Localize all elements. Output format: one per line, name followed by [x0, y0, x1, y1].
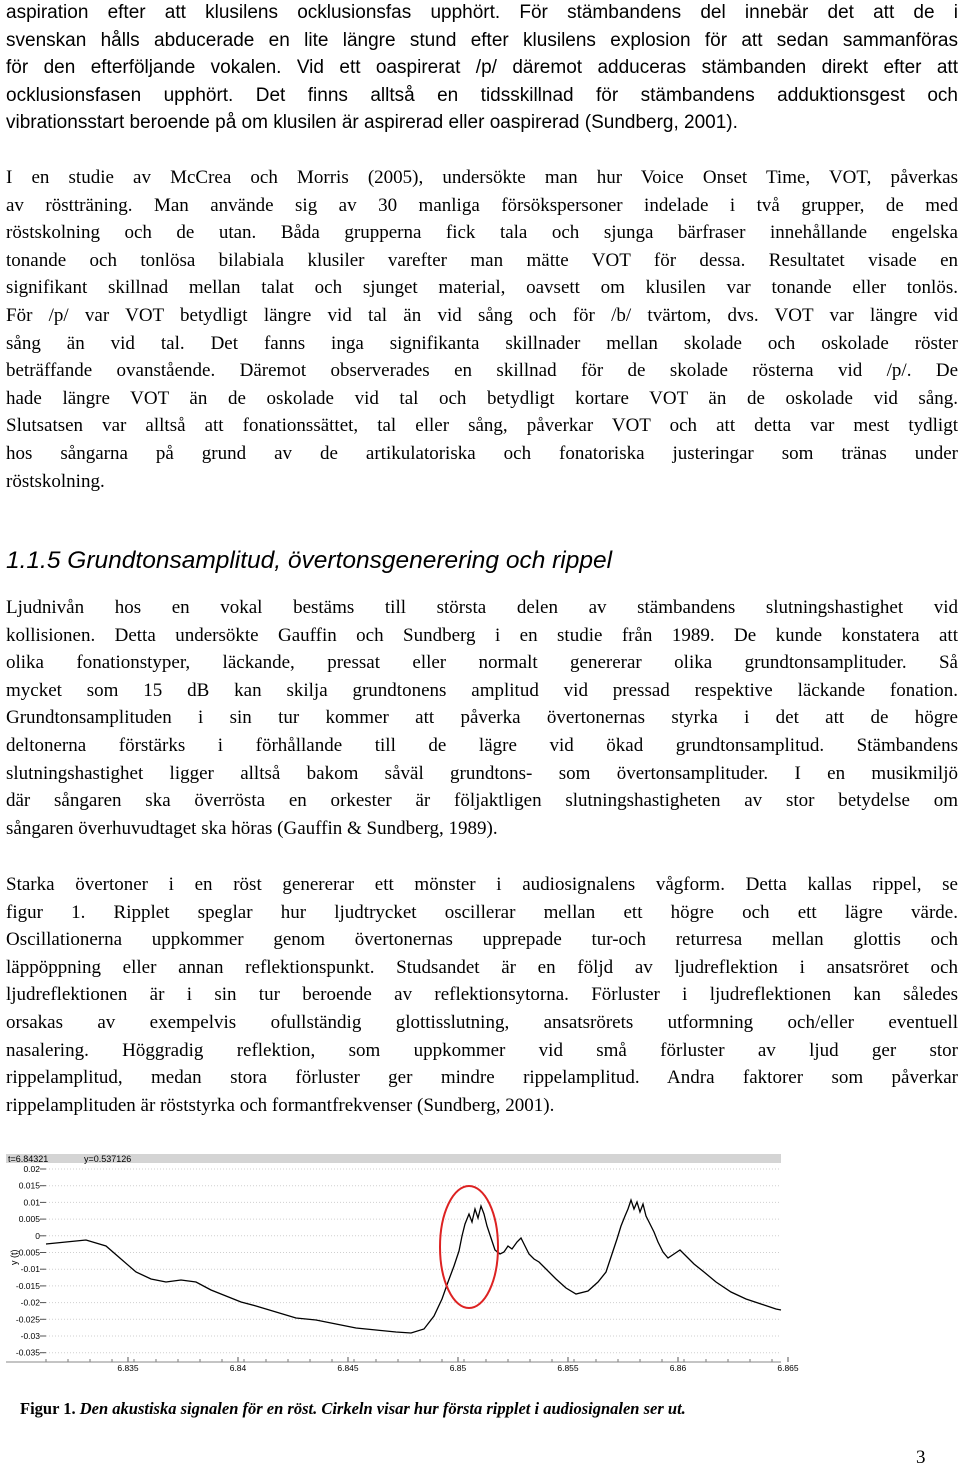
- text-line: rippelamplitud, medan stora förluster ger mindre rippelamplitud. Andra faktorer som påverkar: [6, 1067, 958, 1089]
- text-line: beträffande ovanstående. Däremot observerades en skillnad för de skolade rösterna vid /p/. De: [6, 360, 958, 382]
- y-tick-label: 0.02: [23, 1164, 40, 1174]
- x-tick-label: 6.85: [449, 1363, 467, 1373]
- section-heading: 1.1.5 Grundtonsamplitud, övertonsgenerering och rippel: [6, 547, 613, 574]
- text-line: sång än vid tal. Det fanns inga signifikanta skillnader mellan skolade och oskolade röster: [6, 332, 958, 354]
- page-number: 3: [916, 1447, 926, 1468]
- y-tick-label: -0.03: [20, 1331, 40, 1341]
- text-line: vibrationsstart beroende på om klusilen är aspirerad eller oaspirerad (Sundberg, 2001).: [6, 112, 738, 134]
- x-tick-label: 6.835: [117, 1363, 139, 1373]
- text-line: svenskan hålls abducerade en lite längre stund efter klusilens explosion för att sedan sammanföras: [6, 29, 958, 51]
- text-line: Slutsatsen var alltså att fonationssättet, tal eller sång, påverkar VOT och att detta var mest tydligt: [6, 415, 958, 437]
- text-line: olika fonationstyper, läckande, pressat eller normalt genererar olika grundtonsamplituder. Så: [6, 652, 958, 674]
- intro-paragraph: [6, 0, 958, 137]
- y-tick-label: -0.015: [15, 1280, 40, 1291]
- text-line: läppöppning eller annan reflektionspunkt. Studsandet är en följd av ljudreflektion i ansatsröret och: [6, 956, 958, 978]
- text-line: ljudreflektionen är i sin tur beroende av reflektionsytorna. Förluster i ljudreflektionen kan således: [6, 984, 958, 1006]
- x-tick-label: 6.845: [337, 1363, 359, 1373]
- text-line: för den efterföljande vokalen. Vid ett oaspirerat /p/ däremot adduceras stämbanden direkt efter att: [6, 57, 958, 79]
- text-line: nasalering. Höggradig reflektion, som uppkommer vid små förluster av ljud ger stor: [6, 1039, 958, 1061]
- text-line: figur 1. Ripplet speglar hur ljudtrycket oscillerar mellan ett högre och ett lägre värde.: [6, 901, 958, 923]
- plot-background: [6, 1154, 781, 1375]
- y-axis-label: y (t): [9, 1249, 19, 1265]
- text-line: kollisionen. Detta undersökte Gauffin och Sundberg i en studie från 1989. De kunde konstatera att: [6, 624, 958, 646]
- text-line: ocklusionsfasen upphört. Det finns alltså en tidsskillnad för stämbandens adduktionsgest och: [6, 84, 958, 106]
- text-line: röstskolning.: [6, 470, 105, 492]
- text-line: aspiration efter att klusilens ocklusionsfas upphört. För stämbandens del innebär det att de i: [6, 2, 958, 23]
- caption-text: Den akustiska signalen för en röst. Cirkeln visar hur första ripplet i audiosignalen ser ut.: [79, 1398, 686, 1418]
- y-tick-label: 0.01: [23, 1197, 40, 1208]
- text-line: signifikant skillnad mellan talat och sjunget material, oavsett om klusilen var tonande eller tonlös.: [6, 277, 958, 299]
- y-tick-label: -0.025: [15, 1314, 40, 1325]
- text-line: tonande och tonlösa bilabiala klusiler varefter man mätte VOT för dessa. Resultatet visade en: [6, 249, 958, 271]
- text-line: orsakas av exempelvis ofullständig glottisslutning, ansatsrörets utformning och/eller eventuell: [6, 1011, 958, 1033]
- text-line: Starka övertoner i en röst genererar ett mönster i audiosignalens vågform. Detta kallas rippel, se: [6, 874, 958, 895]
- text-line: Ljudnivån hos en vokal bestäms till största delen av stämbandens slutningshastighet vid: [6, 597, 958, 618]
- y-tick-label: 0: [35, 1230, 40, 1241]
- readout-y: y=0.537126: [84, 1154, 132, 1164]
- text-line: Oscillationerna uppkommer genom övertonernas upprepade tur-och returresa mellan glottis och: [6, 929, 958, 951]
- text-line: hade längre VOT än de oskolade vid tal och betydligt kortare VOT än de oskolade vid sång.: [6, 387, 958, 409]
- y-tick-label: -0.005: [15, 1247, 40, 1258]
- x-tick-label: 6.86: [669, 1363, 687, 1373]
- y-tick-label: -0.02: [20, 1297, 40, 1308]
- text-line: av röstträning. Man använde sig av 30 manliga försökspersoner indelade i två grupper, de med: [6, 194, 958, 216]
- text-line: hos sångarna på grund av de artikulatoriska och fonatoriska justeringar som tränas under: [6, 442, 958, 464]
- ripple-paragraph: [6, 871, 958, 1119]
- text-line: deltonerna förstärks i förhållande till de lägre vid ökad grundtonsamplitud. Stämbandens: [6, 734, 958, 756]
- y-tick-label: 0.005: [18, 1214, 40, 1225]
- text-line: mycket som 15 dB kan skilja grundtonens amplitud vid pressad respektive läckande fonation.: [6, 679, 958, 701]
- caption-label: Figur 1.: [20, 1398, 76, 1418]
- x-tick-label: 6.855: [557, 1363, 579, 1373]
- y-tick-label: -0.035: [15, 1347, 40, 1358]
- waveform-plot: [6, 1154, 799, 1375]
- x-tick-label: 6.865: [777, 1363, 799, 1373]
- figure-caption: [20, 1398, 686, 1420]
- text-line: sångaren överhuvudtaget ska höras (Gauffin & Sundberg, 1989).: [6, 817, 498, 839]
- x-tick-label: 6.84: [229, 1363, 247, 1373]
- text-line: rippelamplituden är röststyrka och formantfrekvenser (Sundberg, 2001).: [6, 1094, 555, 1116]
- text-line: slutningshastighet ligger alltså bakom såväl grundtons- som övertonsamplituder. I en musikmiljö: [6, 762, 958, 784]
- study-paragraph: [6, 164, 958, 495]
- text-line: röstskolning och de utan. Båda grupperna fick tala och sjunga bärfraser innehållande engelska: [6, 222, 958, 244]
- text-line: Grundtonsamplituden i sin tur kommer att påverka övertonernas styrka i det att de högre: [6, 707, 958, 729]
- text-line: där sångaren ska överrösta en orkester är följaktligen slutningshastigheten av stor betydelse om: [6, 790, 958, 812]
- y-tick-label: -0.01: [20, 1264, 40, 1275]
- text-line: För /p/ var VOT betydligt längre vid tal än vid sång och för /b/ tvärtom, dvs. VOT var längre vid: [6, 304, 958, 326]
- text-line: I en studie av McCrea och Morris (2005), undersökte man hur Voice Onset Time, VOT, påverkas: [6, 167, 958, 188]
- waveform-figure: [6, 1154, 799, 1375]
- amplitude-paragraph: [6, 594, 958, 842]
- readout-t: t=6.84321: [8, 1154, 49, 1164]
- y-tick-label: 0.015: [18, 1180, 40, 1191]
